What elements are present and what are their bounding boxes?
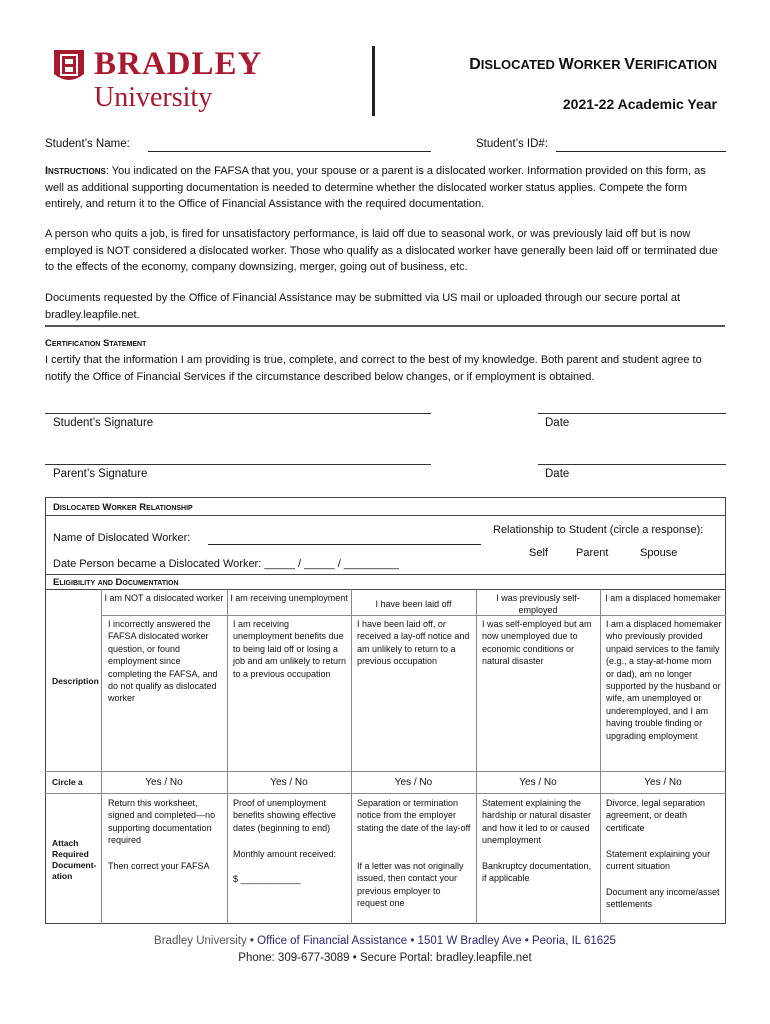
shield-icon xyxy=(52,48,86,86)
grid-line xyxy=(227,589,228,924)
documentation-cell: Monthly amount received: xyxy=(233,849,337,859)
relationship-heading: Dislocated Worker Relationship xyxy=(53,502,193,513)
documentation-cell: Bankruptcy documentation, if applicable xyxy=(482,861,592,884)
section-divider xyxy=(45,325,725,327)
grid-line xyxy=(351,589,352,924)
parent-signature-label: Parent’s Signature xyxy=(53,468,148,480)
monthly-amount-field[interactable]: $ ____________ xyxy=(233,874,301,884)
documentation-cell: Statement explaining your current situation xyxy=(606,849,711,872)
instructions-paragraph: Instructions: You indicated on the FAFSA that you, your spouse or a parent is a dislocated worker. Information provided on this form, as well as additional supporting documentation is needed to determine whether the dislocated worker status applies. Compete the form entirely, and return it to the Office of Financial Assistance with the required documentation. xyxy=(45,165,706,210)
table-divider xyxy=(45,515,726,516)
eligibility-heading: Eligibility and Documentation xyxy=(53,577,179,588)
relationship-label: Relationship to Student (circle a response): xyxy=(493,524,704,536)
table-divider xyxy=(45,574,726,575)
column-header: I was previously self-employed xyxy=(496,593,580,616)
yes-no-choice[interactable]: Yes / No xyxy=(519,777,557,788)
relationship-option-parent[interactable]: Parent xyxy=(576,547,609,559)
student-id-field[interactable] xyxy=(556,151,726,152)
row-label-attach: Attach Required Document-ation xyxy=(52,838,97,881)
yes-no-choice[interactable]: Yes / No xyxy=(644,777,682,788)
submission-paragraph: Documents requested by the Office of Financial Assistance may be submitted via US mail or uploaded through our secure portal at bradley.leapfile.net. xyxy=(45,292,681,321)
grid-line xyxy=(101,615,726,616)
documentation-cell: Statement explaining the hardship or natural disaster and how it led to or caused unemployment xyxy=(482,798,592,846)
parent-signature-line[interactable] xyxy=(45,464,431,465)
parent-date-label: Date xyxy=(545,468,570,480)
student-id-label: Student’s ID#: xyxy=(476,138,549,150)
column-header: I am receiving unemployment xyxy=(230,593,348,603)
academic-year: 2021-22 Academic Year xyxy=(562,96,717,112)
grid-line xyxy=(45,771,726,772)
student-name-label: Student’s Name: xyxy=(45,138,130,150)
worker-name-field[interactable] xyxy=(208,544,481,545)
certification-text: I certify that the information I am providing is true, complete, and correct to the best of my knowledge. Both parent and student agree to notify the Office of Financial Services if the circumstance described below changes, or if employment is obtained. xyxy=(45,354,702,383)
row-label-description: Description xyxy=(52,676,99,686)
footer-address: Bradley University • Office of Financial Assistance • 1501 W Bradley Ave • Peoria, IL 61625 xyxy=(154,935,616,947)
documentation-cell: Then correct your FAFSA xyxy=(108,861,210,871)
documentation-cell: Document any income/asset settlements xyxy=(606,887,720,910)
description-cell: I incorrectly answered the FAFSA dislocated worker question, or found employment since completing the FAFSA, and do not qualify as dislocated worker xyxy=(108,619,218,704)
student-signature-line[interactable] xyxy=(45,413,431,414)
documentation-cell: Separation or termination notice from the employer stating the date of the lay-off xyxy=(357,798,471,833)
grid-line xyxy=(101,589,102,924)
documentation-cell: If a letter was not originally issued, then contact your previous employer to request one xyxy=(357,861,464,909)
grid-line xyxy=(45,793,726,794)
yes-no-choice[interactable]: Yes / No xyxy=(145,777,183,788)
column-header: I have been laid off xyxy=(375,599,452,609)
column-header: I am NOT a dislocated worker xyxy=(104,593,224,603)
dislocated-definition-paragraph: A person who quits a job, is fired for unsatisfactory performance, is laid off due to seasonal work, or was previously laid off but is now employed is NOT considered a dislocated worker. Those who qualify as a dislocated worker have generally been laid off or terminated due to the effects of the economy, company downsizing, merger, going out of business, etc. xyxy=(45,228,718,273)
relationship-option-self[interactable]: Self xyxy=(529,547,548,559)
student-signature-label: Student’s Signature xyxy=(53,417,154,429)
documentation-cell: Return this worksheet, signed and completed—no supporting documentation required xyxy=(108,798,216,846)
student-date-line[interactable] xyxy=(538,413,726,414)
logo-wordmark-bradley: BRADLEY xyxy=(94,46,263,82)
document-title: DISLOCATED WORKER VERIFICATION xyxy=(469,56,717,73)
yes-no-choice[interactable]: Yes / No xyxy=(270,777,308,788)
parent-date-line[interactable] xyxy=(538,464,726,465)
grid-line xyxy=(600,589,601,924)
yes-no-choice[interactable]: Yes / No xyxy=(394,777,433,788)
documentation-cell: Divorce, legal separation agreement, or death certificate xyxy=(606,798,706,833)
relationship-option-spouse[interactable]: Spouse xyxy=(640,547,678,559)
student-date-label: Date xyxy=(545,417,570,429)
dislocation-date-label[interactable]: Date Person became a Dislocated Worker: _____ / _____ / _________ xyxy=(53,558,399,570)
documentation-cell: Proof of unemployment benefits showing effective dates (beginning to end) xyxy=(233,798,336,833)
column-header: I am a displaced homemaker xyxy=(605,593,721,603)
description-cell: I have been laid off, or received a lay-off notice and am unlikely to return to a previous occupation xyxy=(357,619,470,667)
bradley-logo xyxy=(52,46,262,116)
certification-heading: Certification Statement xyxy=(45,338,147,349)
footer-contact: Phone: 309-677-3089 • Secure Portal: bradley.leapfile.net xyxy=(238,952,532,964)
student-name-field[interactable] xyxy=(148,151,431,152)
row-label-circle: Circle a xyxy=(52,777,83,787)
header-divider xyxy=(372,46,375,116)
worker-name-label: Name of Dislocated Worker: xyxy=(53,532,191,544)
description-cell: I was self-employed but am now unemployed due to economic conditions or natural disaster xyxy=(482,619,592,667)
description-cell: I am a displaced homemaker who previously provided unpaid services to the family (e.g., a stay-at-home mom or dad), am no longer supported by the husband or wife, am unemployed or underemployed, and I am having trouble finding or upgrading employment xyxy=(606,619,722,741)
description-cell: I am receiving unemployment benefits due to being laid off or losing a job and am unlikely to return to a previous occupation xyxy=(233,619,347,679)
table-divider xyxy=(45,589,726,590)
logo-wordmark-university: University xyxy=(94,82,213,113)
grid-line xyxy=(476,589,477,924)
